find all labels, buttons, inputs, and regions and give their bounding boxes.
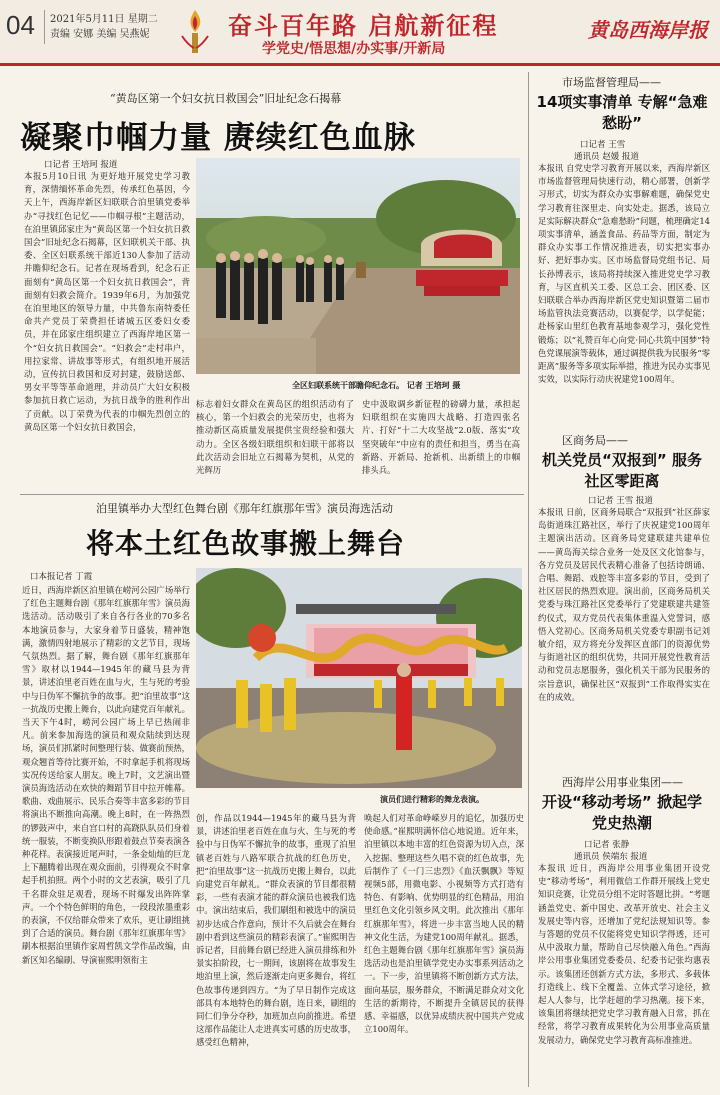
- r1-body: 本报讯 自党史学习教育开展以来，西海岸新区市场监督管理局快速行动，精心部署，创新学习形式，切实为群众办实事解难题，确保党史学习教育往深里走、向实处走。据悉，该局立足实际解决群众“急难愁盼”问题，梳理确定14项实事清单，涵盖食品、药品等方面，制定为群众办实事工作情况推进表，切实把实事办好、把好事办实。区市场监督局党组书记、局长孙博表示，该局将持续深入推进党史学习教育，与区直机关工委、区总工会、团区委、区妇联联合举办西海岸新区党史知识暨第二届市场监管执法竞赛活动，以赛促学，以学促能；赴杨家山里红色教育基地参观学习，强化党性锻炼；以“礼赞百年心向党·同心共筑中国梦”特色党课展演等载体，通过调提供我为民服务“零距离”服务等多项实际举措，推进为民办实事见实效，以实际行动庆祝建党100周年。: [538, 163, 710, 385]
- article2-kicker: 泊里镇举办大型红色舞台剧《那年红旗那年雪》演员海选活动: [96, 502, 393, 515]
- article1-byline: 口记者 王培珂 报道: [44, 160, 118, 170]
- torch-emblem-icon: [176, 6, 214, 56]
- article1-col2: 标志着妇女群众在黄岛区的组织活动有了核心，第一个妇救会的光荣历史，也将为推动新区高质量发展提供宝贵经验和强大动力。全区各级妇联组织和妇联干部将以此次活动会旧址立石揭幕为契机，从党的光辉历: [196, 399, 354, 476]
- r1-byline1: 口记者 王雪: [580, 140, 626, 150]
- r2-title: 机关党员“双报到” 服务社区零距离: [542, 451, 702, 490]
- article2-col3: 唤起人们对革命峥嵘岁月的追忆，加强历史使命感。”崔熙明满怀信心地说道。近年来，泊里镇以本地丰富的红色资源为切入点，深入挖掘、整理这些久唱不衰的红色故事，先后制作了《一门三忠烈》《血沃飘飘》等短视频5部，用微电影、小视频等方式打造有特色、有影响、优势明显的红色精品，用泊里红色文化引领乡风文明。此次推出《那年红旗那年雪》，将进一步丰富当地人民的精神文化生活，为建党100周年献礼。据悉，红色主题舞台剧《那年红旗那年雪》演员海选活动也是泊里镇学党史办实事系列活动之一。下一步，泊里镇将不断创新方式方法，面向基层，服务群众，不断满足群众对文化生活的新期待，不断提升全镇居民的获得感、幸福感，以优异成绩庆祝中国共产党成立100周年。: [364, 813, 524, 1035]
- r1-kicker: 市场监督管理局——: [562, 76, 661, 89]
- r2-byline: 口记者 王雪 报道: [588, 496, 653, 506]
- newspaper-brand: 黄岛西海岸报: [588, 18, 708, 42]
- dragon-dance-photo-image: [196, 568, 522, 788]
- header-slogan: 奋斗百年路 启航新征程: [228, 12, 499, 40]
- right-column-divider: [528, 72, 529, 1087]
- r1-title: 14项实事清单 专解“急难愁盼”: [536, 93, 708, 132]
- article1-kicker: “黄岛区第一个妇女抗日救国会”旧址纪念石揭幕: [110, 92, 342, 105]
- header-divider: [44, 10, 45, 44]
- article2-byline: 口本报记者 丁霞: [30, 572, 93, 582]
- r1-byline2: 通讯员 赵媛 报道: [574, 152, 639, 162]
- article2-col1: 近日，西海岸新区泊里镇在崂河公园广场举行了红色主题舞台剧《那年红旗那年雪》演员海选活动。活动吸引了来自各行各业的70多名本地演员参与，大家身着节日盛装，精神饱满，激情四射地展示了精彩的文艺节目，现场气氛热烈。据了解，舞台剧《那年红旗那年雪》取材以1944—1945年的藏马县为背景，讲述泊里老百姓在血与火，生与死的考验中与日伪军不懈抗争的故事。把“泊里故事”这一抗战历史搬上舞台，以此向建党百年献礼。当天下午4时，崂河公园广场上早已热闹非凡。前来参加海选的演员和观众陆续到达现场，演员们抓紧时间整理行装、做赛前预热，观众翘首等待比赛开始，不时拿起手机将现场实况传送给家人朋友。晚上7时，文艺演出暨演员海选活动在欢快的舞蹈节目中拉开帷幕。歌曲、戏曲展示、民乐合奏等丰富多彩的节目将演出不断推向高潮。晚上8时，在一阵热烈的锣鼓声中，来自宫口村的高跷队队员们身着统一服装，不断变换队形跟着鼓点节奏表演各种花样。表演接近尾声时，一条金灿灿的巨龙上下翻腾着出现在观众面前，引得观众不时拿起手机拍照。两个小时的文艺表演，吸引了几千名群众驻足观看，现场不时爆发出阵阵掌声。一个个特色鲜明的角色，一段段浓墨重彩的表演，不仅给群众带来了欢乐，更让刷组挑到了合适的演员。舞台剧《那年红旗那年雪》刷本根据泊里镇作家周哲凯文学作品改编，由新区知名编刷、导演崔熙明领衔主: [22, 585, 190, 965]
- article2-photo: [196, 568, 522, 788]
- article1-title: 凝聚巾帼力量 赓续红色血脉: [20, 120, 416, 156]
- article2-title: 将本土红色故事搬上舞台: [86, 527, 406, 560]
- r3-title: 开设“移动考场” 掀起学党史热潮: [542, 793, 702, 832]
- editors-line: 责编 安娜 美编 吴燕妮: [50, 29, 150, 40]
- page-number: 04: [6, 10, 35, 40]
- article1-photo-caption: 全区妇联系统干部瞻仰纪念石。 记者 王培珂 摄: [292, 380, 461, 390]
- article-divider: [20, 494, 524, 495]
- issue-date: 2021年5月11日 星期二: [50, 14, 158, 25]
- ceremony-photo-image: [196, 158, 520, 374]
- r2-kicker: 区商务局——: [562, 434, 628, 447]
- r3-body: 本报讯 近日，西海岸公用事业集团开设党史“移动考场”，利用微信工作群开展线上党史知识竞赛，让党员分组不定时答题比拼。“考题涵盖党史、新中国史、改革开放史、社会主义发展史等内容，还增加了党纪法规知识等。参与答题的党员不仅能将党史知识学得透，还可从中汲取力量，帮助自己尽快融入角色。”西海岸公用事业集团党委委员、纪委书记张均惠表示。该集团还创新方式方法，多形式、多载体打造线上、线下全覆盖、立体式学习途径，掀起人人参与，比学赶超的学习热潮。接下来，该集团将继续把党史学习教育融入日常，抓在经常，将学习教育成果转化为公用事业高质量发展动力，确保党史学习教育高标准推进。: [538, 863, 710, 1045]
- r2-body: 本报讯 日前，区商务局联合“双报到”社区薛家岛街道珠江路社区，举行了庆祝建党100周年主题演出活动。区商务局党建联建共建单位——黄岛海关综合业务一处及区文化馆参与，各方党员及居民代表精心准备了包括诗朗诵、合唱、舞蹈、戏腔等丰富多彩的节目，受到了社区居民的热烈欢迎。演出前，区商务局机关党委与珠江路社区党委举行了党建联建共建签约仪式，双方党员代表集体重温入党誓词，感悟入党初心。区商务局机关党委专职副书记刘敏介绍，双方将充分发挥区直部门的资源优势与街道社区的组织优势，共同开展党性教育活动和党员志愿服务，强化机关干部为民服务的宗旨意识，确保社区“双报到”工作取得实实在在的成效。: [538, 507, 710, 702]
- r3-kicker: 西海岸公用事业集团——: [562, 776, 683, 789]
- article2-photo-caption: 演员们进行精彩的舞龙表演。: [380, 794, 484, 804]
- article1-photo: [196, 158, 520, 374]
- article1-col3: 史中汲取调乡新征程的磅礴力量，承担起妇联组织在实施四大战略、打造四张名片、打好“十二大攻坚战”2.0版、落实“攻坚突破年”中应有的责任和担当，勇当在高新路、开新局、抢新机、出新绩上的巾帼排头兵。: [362, 399, 520, 476]
- page-header: [0, 0, 720, 66]
- r3-byline1: 口记者 张静: [584, 840, 630, 850]
- article2-col2: 创，作品以1944—1945年的藏马县为背景，讲述泊里老百姓在血与火、生与死的考验中与日伪军不懈抗争的故事，重现了泊里镇老百姓与八路军联合抗战的红色历史，把“泊里故事”这一抗战历史搬上舞台，以此向建党百年献礼。“群众表演的节目都很精彩，一些有表演才能的群众演员也被我们选中。演出结束后，我们刷组和被选中的演员初步达成合作意向，预计不久后就会在舞台剧中看到这些演员的精彩表演了。”崔熙明告诉记者，目前舞台剧已经进入演员排练和外景实拍阶段，七一期间，该剧将在故事发生地泊里上演，然后逐渐走向更多舞台，将红色故事传递到四方。“为了早日制作完成这部具有本地特色的舞台剧，连日来，刷组的同仁们争分夺秒，加班加点向前推进。希望这部作品能让人走进真实可感的历史故事，感受红色精神，: [196, 813, 356, 1048]
- header-sub-slogan: 学党史/悟思想/办实事/开新局: [262, 41, 446, 57]
- r3-byline2: 通讯员 侯端东 报道: [574, 852, 648, 862]
- article1-col1: 本报5月10日讯 为更好地开展党史学习教育，深情缅怀革命先烈，传承红色基因，今天上午，西海岸新区妇联联合泊里镇党委举办“寻找红色记忆——巾帼寻根”主题活动，在泊里镇邱家庄为“黄岛区第一个妇女抗日救国会”旧址纪念石揭幕，区妇联机关干部、执委、全区妇联系统干部近130人参加了活动并瞻仰纪念石。记者在现场看到，纪念石正面刻有“黄岛区第一个妇女抗日救国会”，背面刻有妇救会简介。1939年6月，为加强党在泊里地区的领导力量，中共鲁东南特委任命共产党员丁荣费担任诸城五区委妇女委员，并在邱家庄组织建立了西海岸地区第一个“妇女抗日救国会”。“妇救会”走村串户，用拉家常、讲故事等形式，有组织地开展活动，宣传抗日救国和反对封建，鼓励送郎、男女平等等革命道理，并动员广大妇女积极参加抗日救亡运动，为抗日战争的胜利作出了贡献。以丁荣费为代表的巾帼先烈创立的黄岛区第一个妇女抗日救国会，: [24, 171, 190, 432]
- header-date: [50, 12, 178, 42]
